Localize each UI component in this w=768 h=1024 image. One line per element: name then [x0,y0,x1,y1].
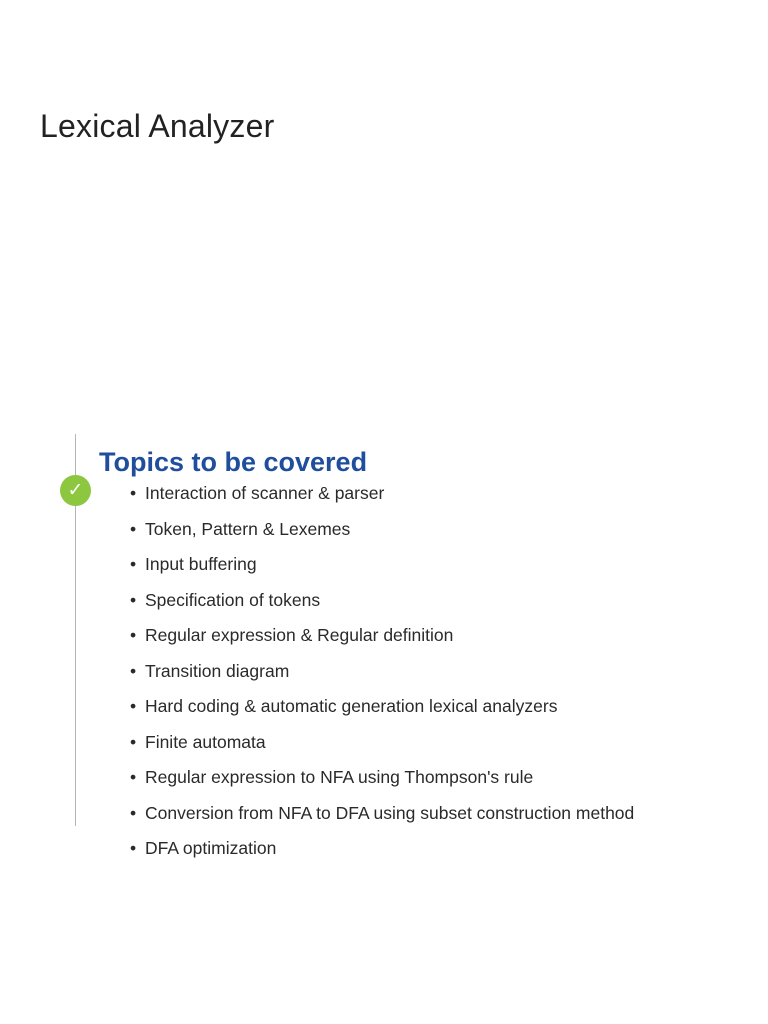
section-heading: Topics to be covered [99,447,368,477]
topic-label: Regular expression & Regular definition [145,625,454,645]
topic-label: Finite automata [145,731,266,752]
topic-item [130,767,634,803]
bullet-icon: • [130,660,137,681]
topic-label: Conversion from NFA to DFA using subset construction method [145,802,635,823]
bullet-icon: • [130,696,137,716]
topic-label: Specification of tokens [145,589,321,610]
topic-item [130,661,634,697]
topic-item [130,554,634,590]
bullet-icon: • [130,625,137,645]
topic-label: Input buffering [145,554,257,574]
topic-item [130,696,634,732]
topic-label: Token, Pattern & Lexemes [145,518,351,539]
topic-item [130,590,634,626]
topic-item [130,732,634,768]
bullet-icon: • [130,802,137,823]
bullet-icon: • [130,589,137,610]
topic-label: Regular expression to NFA using Thompson's rule [145,767,534,787]
topic-label: DFA optimization [145,838,277,858]
topic-label: Interaction of scanner & parser [145,483,385,503]
topic-item [130,803,634,839]
bullet-icon: • [130,483,137,503]
bullet-icon: • [130,518,137,539]
bullet-icon: • [130,838,137,858]
topic-label: Hard coding & automatic generation lexical analyzers [145,696,558,716]
topic-item [130,838,634,874]
topic-label: Transition diagram [145,660,290,681]
topic-item [130,519,634,555]
topic-item [130,483,634,519]
topic-list [130,483,634,874]
page-title: Lexical Analyzer [40,108,275,144]
check-icon: ✓ [60,475,91,506]
bullet-icon: • [130,731,137,752]
topic-item [130,625,634,661]
bullet-icon: • [130,767,137,787]
bullet-icon: • [130,554,137,574]
